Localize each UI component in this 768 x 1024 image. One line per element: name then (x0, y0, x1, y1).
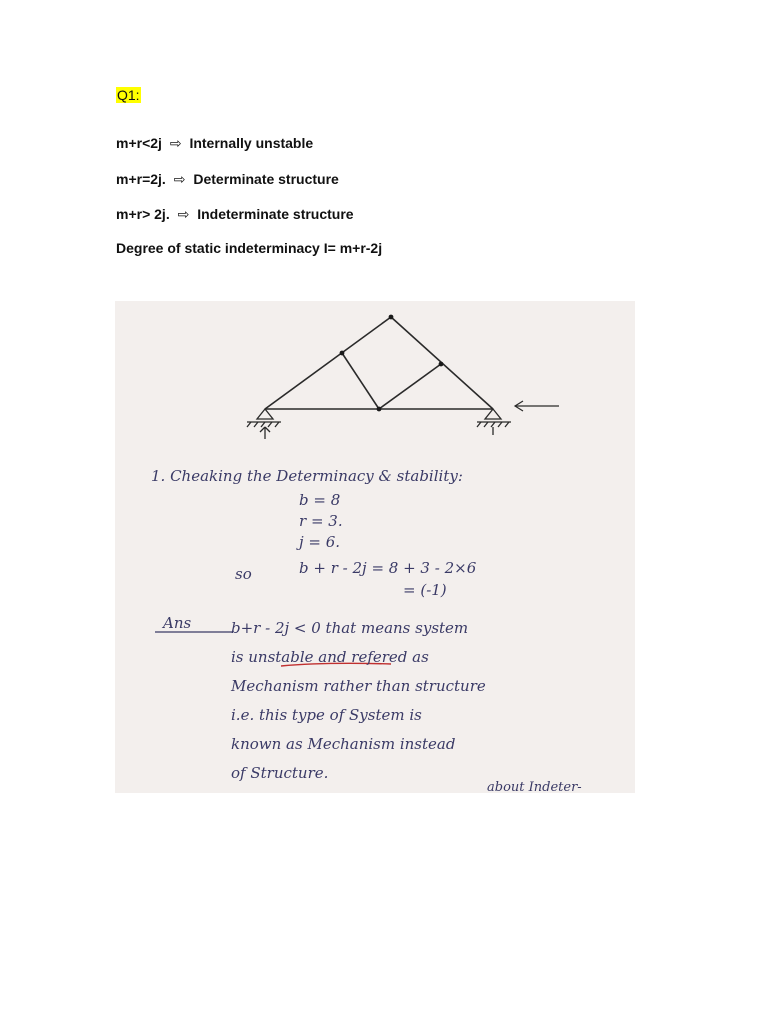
answer-line: is unstable and refered as (231, 648, 429, 666)
b-value: b = 8 (299, 491, 341, 509)
rule-row (116, 134, 313, 152)
truss-member (379, 364, 441, 409)
cutoff-text: about Indeter- (487, 780, 582, 793)
truss-joint (340, 351, 345, 356)
degree-formula: Degree of static indeterminacy I= m+r-2j (116, 240, 383, 256)
right-arrow-icon: ⇨ (177, 206, 190, 222)
truss-joint (389, 315, 394, 320)
j-value: j = 6. (299, 533, 341, 551)
answer-line: of Structure. (231, 764, 329, 782)
truss-joint (439, 362, 444, 367)
handwritten-notes-photo (115, 301, 635, 793)
answer-line: b+r - 2j < 0 that means system (231, 619, 469, 637)
calc-result: = (-1) (403, 581, 447, 599)
rule-row (116, 170, 339, 188)
answer-line: known as Mechanism instead (231, 735, 456, 753)
so-label: so (235, 565, 252, 583)
truss-member (342, 353, 379, 409)
rule-row (116, 205, 354, 223)
question-label-text: Q1: (117, 87, 140, 103)
truss-joint (377, 407, 382, 412)
rule-condition: m+r> 2j. (116, 206, 170, 222)
rule-result: Internally unstable (189, 135, 314, 151)
ans-label: Ans (163, 614, 192, 632)
right-arrow-icon: ⇨ (169, 135, 182, 151)
left-support-icon (247, 409, 281, 439)
right-arrow-icon: ⇨ (173, 171, 186, 187)
rule-condition: m+r<2j (116, 135, 162, 151)
answer-line: i.e. this type of System is (231, 706, 422, 724)
load-arrow-icon (515, 401, 559, 411)
right-support-icon (477, 409, 511, 435)
truss-member (265, 317, 391, 409)
answer-line: Mechanism rather than structure (231, 677, 486, 695)
photo-heading: 1. Cheaking the Determinacy & stability: (151, 467, 463, 485)
question-label (116, 86, 141, 104)
rule-condition: m+r=2j. (116, 171, 166, 187)
rule-result: Determinate structure (193, 171, 339, 187)
r-value: r = 3. (299, 512, 343, 530)
calc-line: b + r - 2j = 8 + 3 - 2×6 (299, 559, 477, 577)
rule-result: Indeterminate structure (197, 206, 354, 222)
